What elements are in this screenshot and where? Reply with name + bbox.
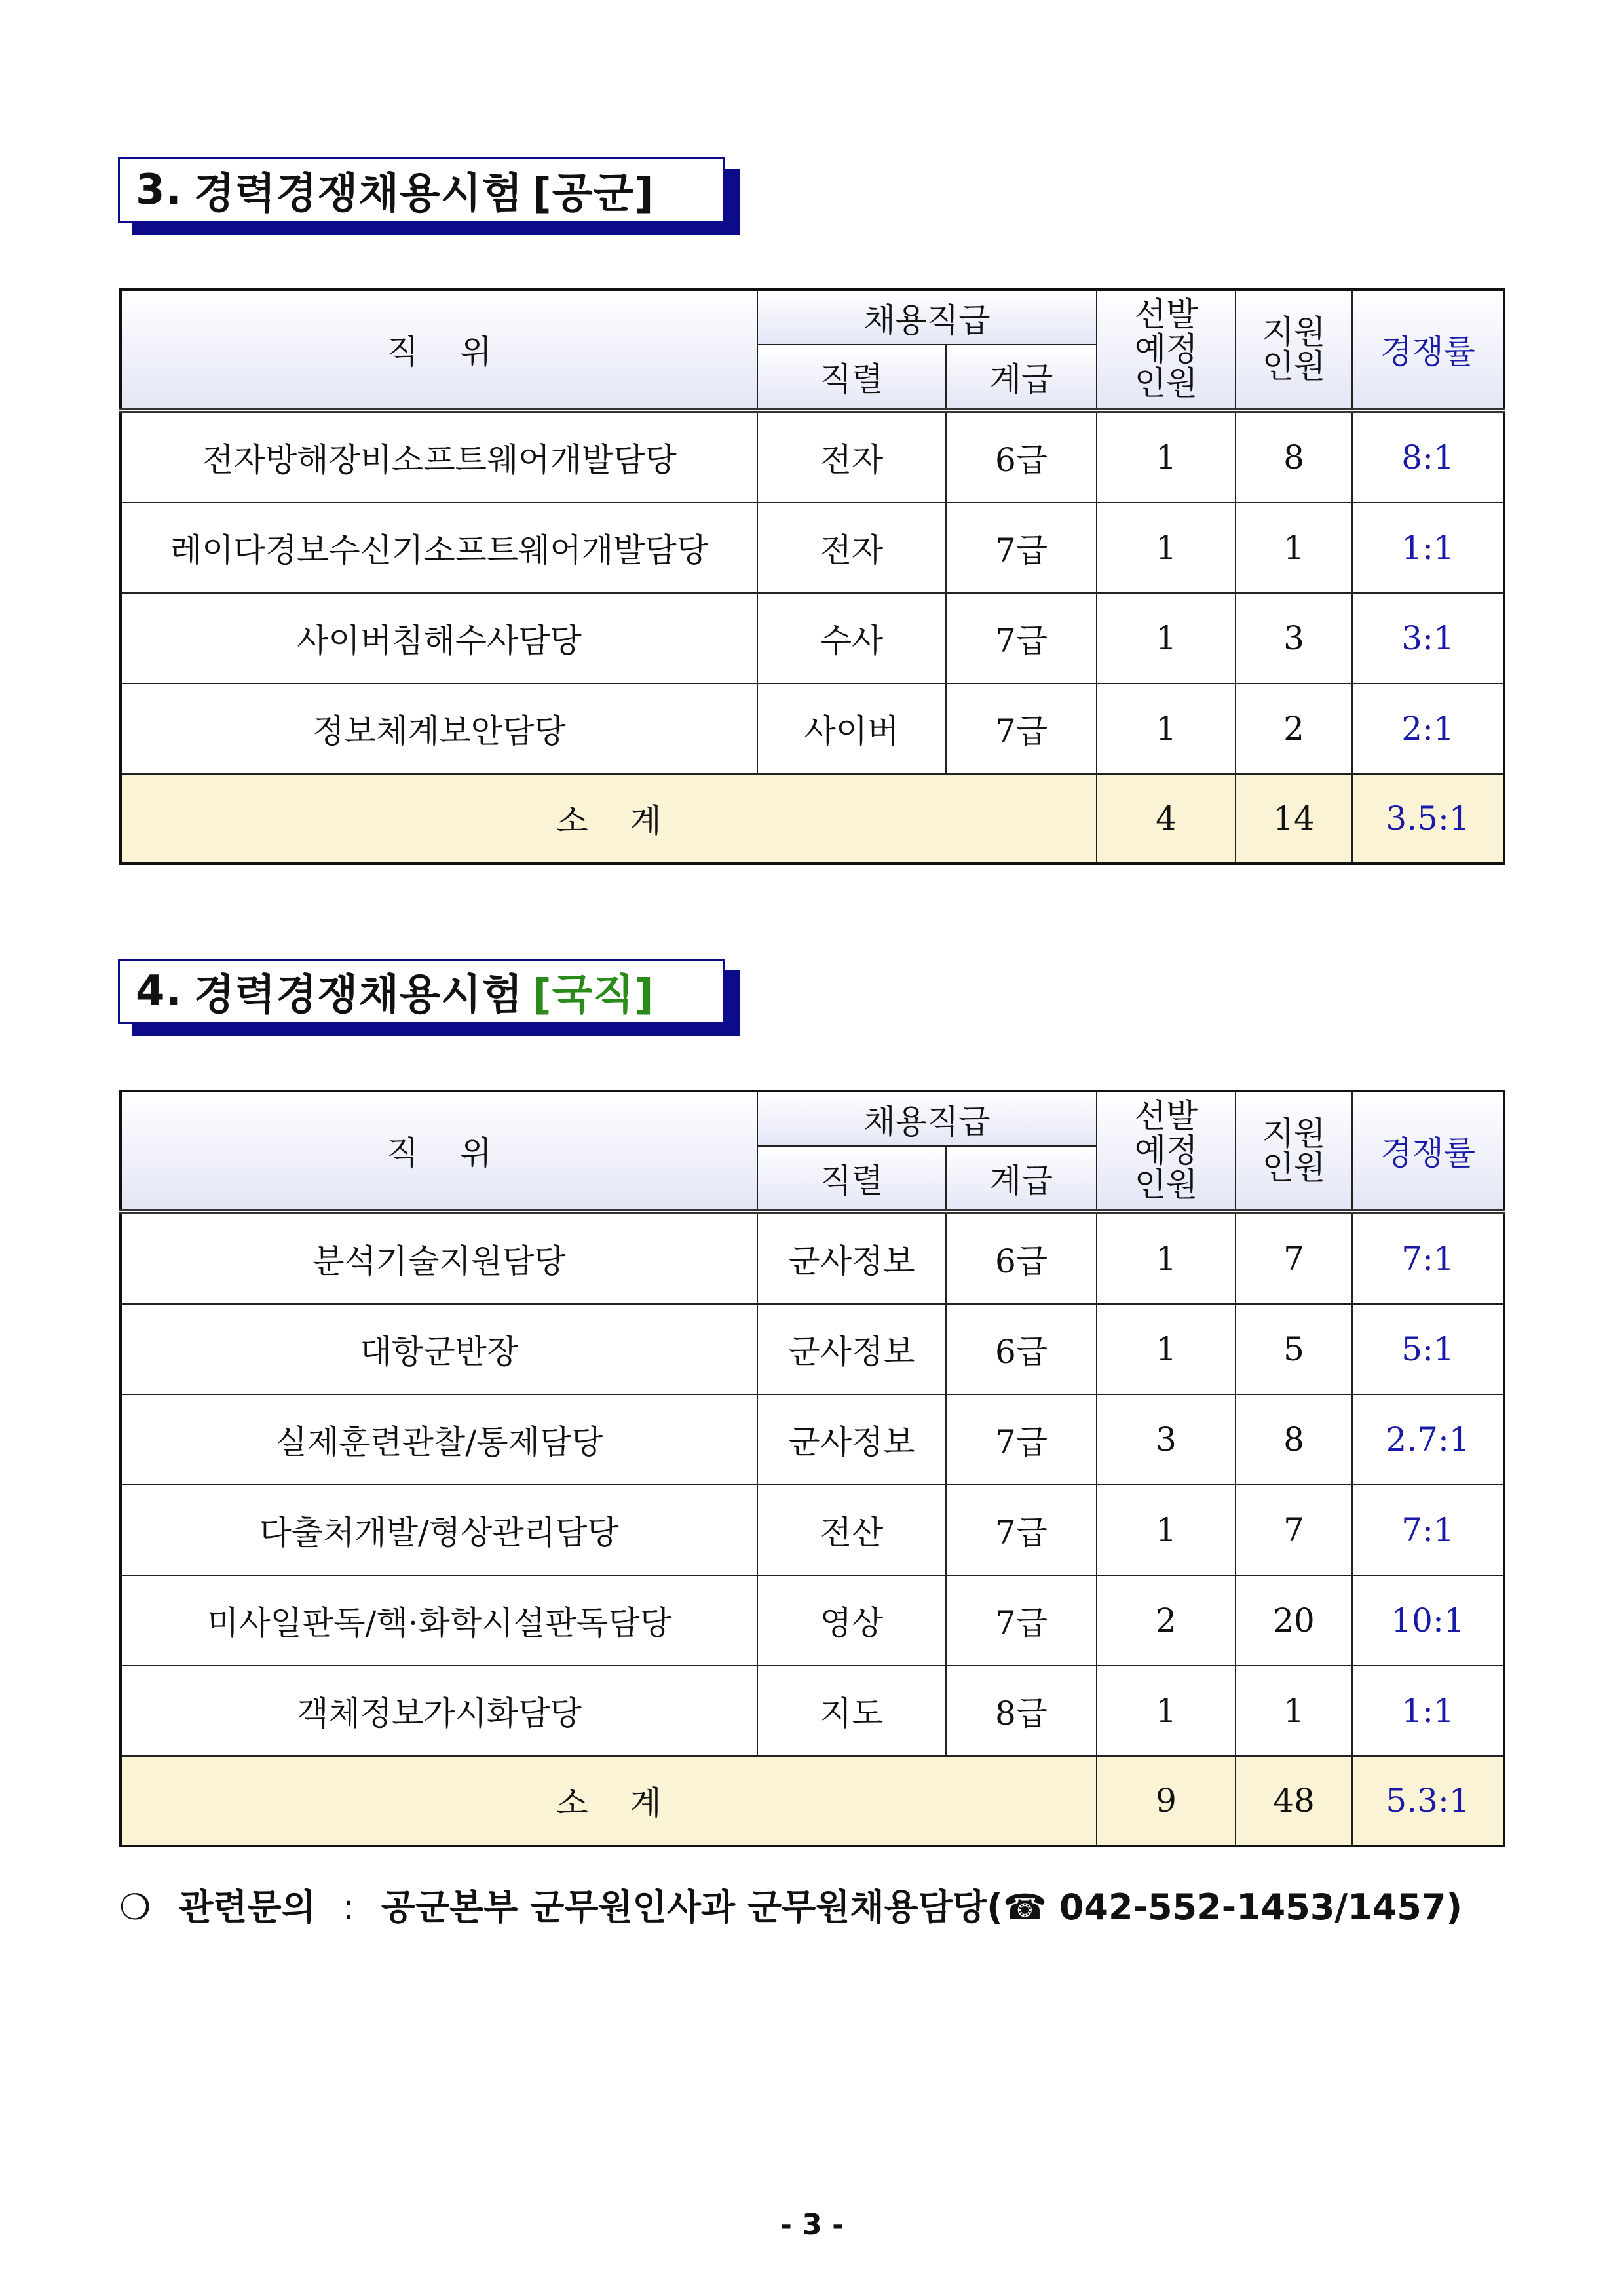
contact-text: 공군본부 군무원인사과 군무원채용담당(☎ 042-552-1453/1457) — [381, 1886, 1463, 1928]
section3-number: 3. — [136, 166, 182, 214]
table-row — [121, 683, 1504, 774]
cell-ratio: 2.7:1 — [1352, 1394, 1504, 1485]
cell-position: 미사일판독/핵·화학시설판독담당 — [121, 1575, 757, 1666]
header-selection: 선발 예정 인원 — [1097, 1091, 1236, 1212]
cell-selection: 1 — [1097, 1304, 1236, 1394]
table-row — [121, 503, 1504, 593]
section3-table — [119, 288, 1505, 865]
header-grade-group: 채용직급 — [757, 290, 1097, 345]
cell-grade: 6급 — [946, 410, 1097, 503]
cell-series: 군사정보 — [757, 1212, 946, 1304]
cell-selection: 1 — [1097, 1666, 1236, 1756]
cell-position: 분석기술지원담당 — [121, 1212, 757, 1304]
cell-position: 레이다경보수신기소프트웨어개발담당 — [121, 503, 757, 593]
header-applicants: 지원 인원 — [1236, 1091, 1352, 1212]
cell-selection: 1 — [1097, 1485, 1236, 1575]
header-ratio: 경쟁률 — [1352, 1091, 1504, 1212]
cell-series: 수사 — [757, 593, 946, 683]
cell-selection: 1 — [1097, 683, 1236, 774]
cell-applicants: 8 — [1236, 410, 1352, 503]
cell-ratio: 7:1 — [1352, 1485, 1504, 1575]
header-position: 직 위 — [121, 1091, 757, 1212]
subtotal-row — [121, 1756, 1504, 1846]
page-number: - 3 - — [780, 2208, 844, 2242]
header-ratio: 경쟁률 — [1352, 290, 1504, 410]
table-row — [121, 1304, 1504, 1394]
cell-series: 군사정보 — [757, 1394, 946, 1485]
cell-selection: 1 — [1097, 410, 1236, 503]
cell-position: 실제훈련관찰/통제담당 — [121, 1394, 757, 1485]
cell-ratio: 5:1 — [1352, 1304, 1504, 1394]
section4-tag: [국직] — [532, 971, 654, 1020]
cell-applicants: 3 — [1236, 593, 1352, 683]
cell-ratio: 8:1 — [1352, 410, 1504, 503]
cell-position: 객체정보가시화담당 — [121, 1666, 757, 1756]
section3-title-text: 경력경쟁채용시험 — [193, 170, 523, 218]
section3-title-block — [118, 157, 740, 227]
subtotal-selection: 9 — [1097, 1756, 1236, 1846]
cell-selection: 1 — [1097, 593, 1236, 683]
cell-applicants: 8 — [1236, 1394, 1352, 1485]
cell-applicants: 20 — [1236, 1575, 1352, 1666]
cell-selection: 1 — [1097, 503, 1236, 593]
subtotal-row — [121, 774, 1504, 864]
cell-position: 전자방해장비소프트웨어개발담당 — [121, 410, 757, 503]
cell-series: 전자 — [757, 410, 946, 503]
cell-grade: 7급 — [946, 1575, 1097, 1666]
cell-ratio: 2:1 — [1352, 683, 1504, 774]
cell-applicants: 5 — [1236, 1304, 1352, 1394]
cell-position: 정보체계보안담당 — [121, 683, 757, 774]
header-series: 직렬 — [757, 345, 946, 410]
cell-ratio: 7:1 — [1352, 1212, 1504, 1304]
subtotal-label: 소 계 — [121, 1756, 1097, 1846]
table-row — [121, 410, 1504, 503]
cell-applicants: 1 — [1236, 503, 1352, 593]
header-grade-group: 채용직급 — [757, 1091, 1097, 1146]
cell-grade: 7급 — [946, 683, 1097, 774]
section4-table — [119, 1090, 1505, 1847]
header-applicants: 지원 인원 — [1236, 290, 1352, 410]
cell-series: 사이버 — [757, 683, 946, 774]
cell-series: 군사정보 — [757, 1304, 946, 1394]
section3-tag: [공군] — [532, 170, 654, 218]
contact-label: 관련문의 — [179, 1886, 316, 1928]
cell-grade: 8급 — [946, 1666, 1097, 1756]
cell-applicants: 2 — [1236, 683, 1352, 774]
header-position: 직 위 — [121, 290, 757, 410]
subtotal-selection: 4 — [1097, 774, 1236, 864]
header-grade: 계급 — [946, 1146, 1097, 1212]
cell-series: 전산 — [757, 1485, 946, 1575]
cell-grade: 7급 — [946, 503, 1097, 593]
bullet-icon: ❍ — [119, 1886, 151, 1928]
section4-title — [118, 959, 725, 1024]
subtotal-ratio: 5.3:1 — [1352, 1756, 1504, 1846]
subtotal-applicants: 48 — [1236, 1756, 1352, 1846]
cell-grade: 6급 — [946, 1212, 1097, 1304]
table-row — [121, 1212, 1504, 1304]
cell-applicants: 7 — [1236, 1212, 1352, 1304]
cell-applicants: 7 — [1236, 1485, 1352, 1575]
cell-position: 다출처개발/형상관리담당 — [121, 1485, 757, 1575]
table-row — [121, 1575, 1504, 1666]
contact-separator: : — [342, 1886, 354, 1928]
cell-grade: 7급 — [946, 1485, 1097, 1575]
cell-series: 영상 — [757, 1575, 946, 1666]
cell-position: 사이버침해수사담당 — [121, 593, 757, 683]
cell-applicants: 1 — [1236, 1666, 1352, 1756]
cell-grade: 6급 — [946, 1304, 1097, 1394]
section4-title-text: 경력경쟁채용시험 — [193, 971, 523, 1020]
section4-number: 4. — [136, 967, 182, 1016]
cell-ratio: 10:1 — [1352, 1575, 1504, 1666]
cell-series: 지도 — [757, 1666, 946, 1756]
cell-selection: 1 — [1097, 1212, 1236, 1304]
subtotal-applicants: 14 — [1236, 774, 1352, 864]
section4-title-block — [118, 959, 740, 1028]
cell-grade: 7급 — [946, 1394, 1097, 1485]
cell-series: 전자 — [757, 503, 946, 593]
table-row — [121, 593, 1504, 683]
header-series: 직렬 — [757, 1146, 946, 1212]
table-row — [121, 1394, 1504, 1485]
table-row — [121, 1485, 1504, 1575]
header-grade: 계급 — [946, 345, 1097, 410]
cell-ratio: 1:1 — [1352, 1666, 1504, 1756]
subtotal-ratio: 3.5:1 — [1352, 774, 1504, 864]
cell-grade: 7급 — [946, 593, 1097, 683]
table-row — [121, 1666, 1504, 1756]
cell-selection: 3 — [1097, 1394, 1236, 1485]
header-selection: 선발 예정 인원 — [1097, 290, 1236, 410]
cell-selection: 2 — [1097, 1575, 1236, 1666]
contact-line — [119, 1879, 1462, 1930]
cell-position: 대항군반장 — [121, 1304, 757, 1394]
cell-ratio: 1:1 — [1352, 503, 1504, 593]
section3-title — [118, 157, 725, 223]
cell-ratio: 3:1 — [1352, 593, 1504, 683]
subtotal-label: 소 계 — [121, 774, 1097, 864]
